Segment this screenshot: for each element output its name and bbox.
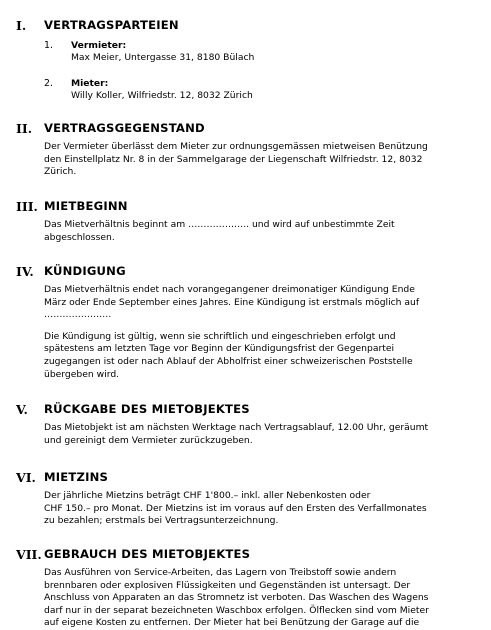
body-line: Der jährliche Mietzins beträgt CHF 1'800.– inkl. aller Nebenkosten oder <box>44 490 371 501</box>
section-body <box>44 567 486 630</box>
body-line: auf eigene Kosten zu entfernen. Der Mieter hat bei Benützung der Garage auf die <box>44 617 420 629</box>
body-line: und gereinigt dem Vermieter zurückzugeben. <box>44 434 253 446</box>
body-line: Das Mietverhältnis beginnt am ……………….. und wird auf unbestimmte Zeit <box>44 219 395 230</box>
section-heading <box>16 402 486 418</box>
party-tenant <box>44 78 486 106</box>
body-line: übergeben wird. <box>44 368 120 380</box>
party-landlord <box>44 40 486 68</box>
section-number: VI. <box>16 470 36 485</box>
party-address: Max Meier, Untergasse 31, 8180 Bülach <box>71 52 255 64</box>
section-heading <box>16 470 486 486</box>
section-mietbeginn <box>16 199 486 244</box>
section-number: IV. <box>16 264 34 279</box>
section-heading <box>16 199 486 215</box>
section-number: VII. <box>16 547 42 562</box>
section-body <box>44 490 486 528</box>
body-line: brennbaren oder explosiven Flüssigkeiten und Gegenständen ist untersagt. Der <box>44 579 411 591</box>
body-line: Der Vermieter überlässt dem Mieter zur ordnungsgemässen mietweisen Benützung <box>44 141 428 152</box>
party-number: 1. <box>44 40 53 51</box>
body-line: CHF 150.– pro Monat. Der Mietzins ist im voraus auf den Ersten des Verfallmonates <box>44 502 427 514</box>
body-line: Das Mietobjekt ist am nächsten Werktage nach Vertragsablauf, 12.00 Uhr, geräumt <box>44 422 429 433</box>
section-number: V. <box>16 402 28 417</box>
section-number: I. <box>16 18 27 33</box>
party-label: Vermieter: <box>71 40 127 51</box>
body-line: Zürich. <box>44 166 77 178</box>
section-body <box>44 141 486 179</box>
body-line: zu bezahlen; erstmals bei Vertragsunterzeichnung. <box>44 515 279 527</box>
body-line: zugegangen ist oder nach Ablauf der Abholfrist einer schweizerischen Poststelle <box>44 355 413 367</box>
section-gebrauch <box>16 547 486 630</box>
body-line: März oder Ende September eines Jahres. Eine Kündigung ist erstmals möglich auf <box>44 296 420 308</box>
section-vertragsgegenstand <box>16 121 486 179</box>
section-heading <box>16 547 486 563</box>
section-heading <box>16 18 486 34</box>
party-address: Willy Koller, Wilfriedstr. 12, 8032 Zürich <box>71 90 253 102</box>
party-label: Mieter: <box>71 78 109 89</box>
section-title: GEBRAUCH DES MIETOBJEKTES <box>44 547 251 561</box>
body-line: Anschluss von Apparaten an das Stromnetz ist verboten. Das Waschen des Wagens <box>44 592 429 604</box>
body-line: Die Kündigung ist gültig, wenn sie schriftlich und eingeschrieben erfolgt und <box>44 330 396 342</box>
section-number: III. <box>16 199 38 214</box>
body-line: den Einstellplatz Nr. 8 in der Sammelgarage der Liegenschaft Wilfriedstr. 12, 8032 <box>44 153 423 165</box>
body-line: …………………. <box>44 309 112 321</box>
section-title: MIETZINS <box>44 470 109 484</box>
body-line: spätestens am letzten Tage vor Beginn der Kündigungsfrist der Gegenpartei <box>44 343 395 355</box>
body-line: Das Mietverhältnis endet nach vorangegangener dreimonatiger Kündigung Ende <box>44 284 415 295</box>
paragraph-gap <box>44 322 486 331</box>
body-line: abgeschlossen. <box>44 231 115 243</box>
section-body <box>44 422 486 447</box>
section-heading <box>16 121 486 137</box>
section-title: VERTRAGSPARTEIEN <box>44 18 179 32</box>
section-body <box>44 219 486 244</box>
section-vertragsparteien <box>16 18 486 106</box>
section-title: MIETBEGINN <box>44 199 128 213</box>
section-rueckgabe <box>16 402 486 447</box>
body-line: darf nur in der separat bezeichneten Waschbox erfolgen. Ölflecken sind vom Mieter <box>44 604 429 616</box>
section-title: KÜNDIGUNG <box>44 264 126 278</box>
section-number: II. <box>16 121 33 136</box>
body-line: Das Ausführen von Service-Arbeiten, das Lagern von Treibstoff sowie andern <box>44 567 397 578</box>
section-kuendigung <box>16 264 486 381</box>
section-title: VERTRAGSGEGENSTAND <box>44 121 205 135</box>
party-number: 2. <box>44 78 53 89</box>
section-title: RÜCKGABE DES MIETOBJEKTES <box>44 402 250 416</box>
section-mietzins <box>16 470 486 528</box>
section-body <box>44 284 486 381</box>
section-heading <box>16 264 486 280</box>
